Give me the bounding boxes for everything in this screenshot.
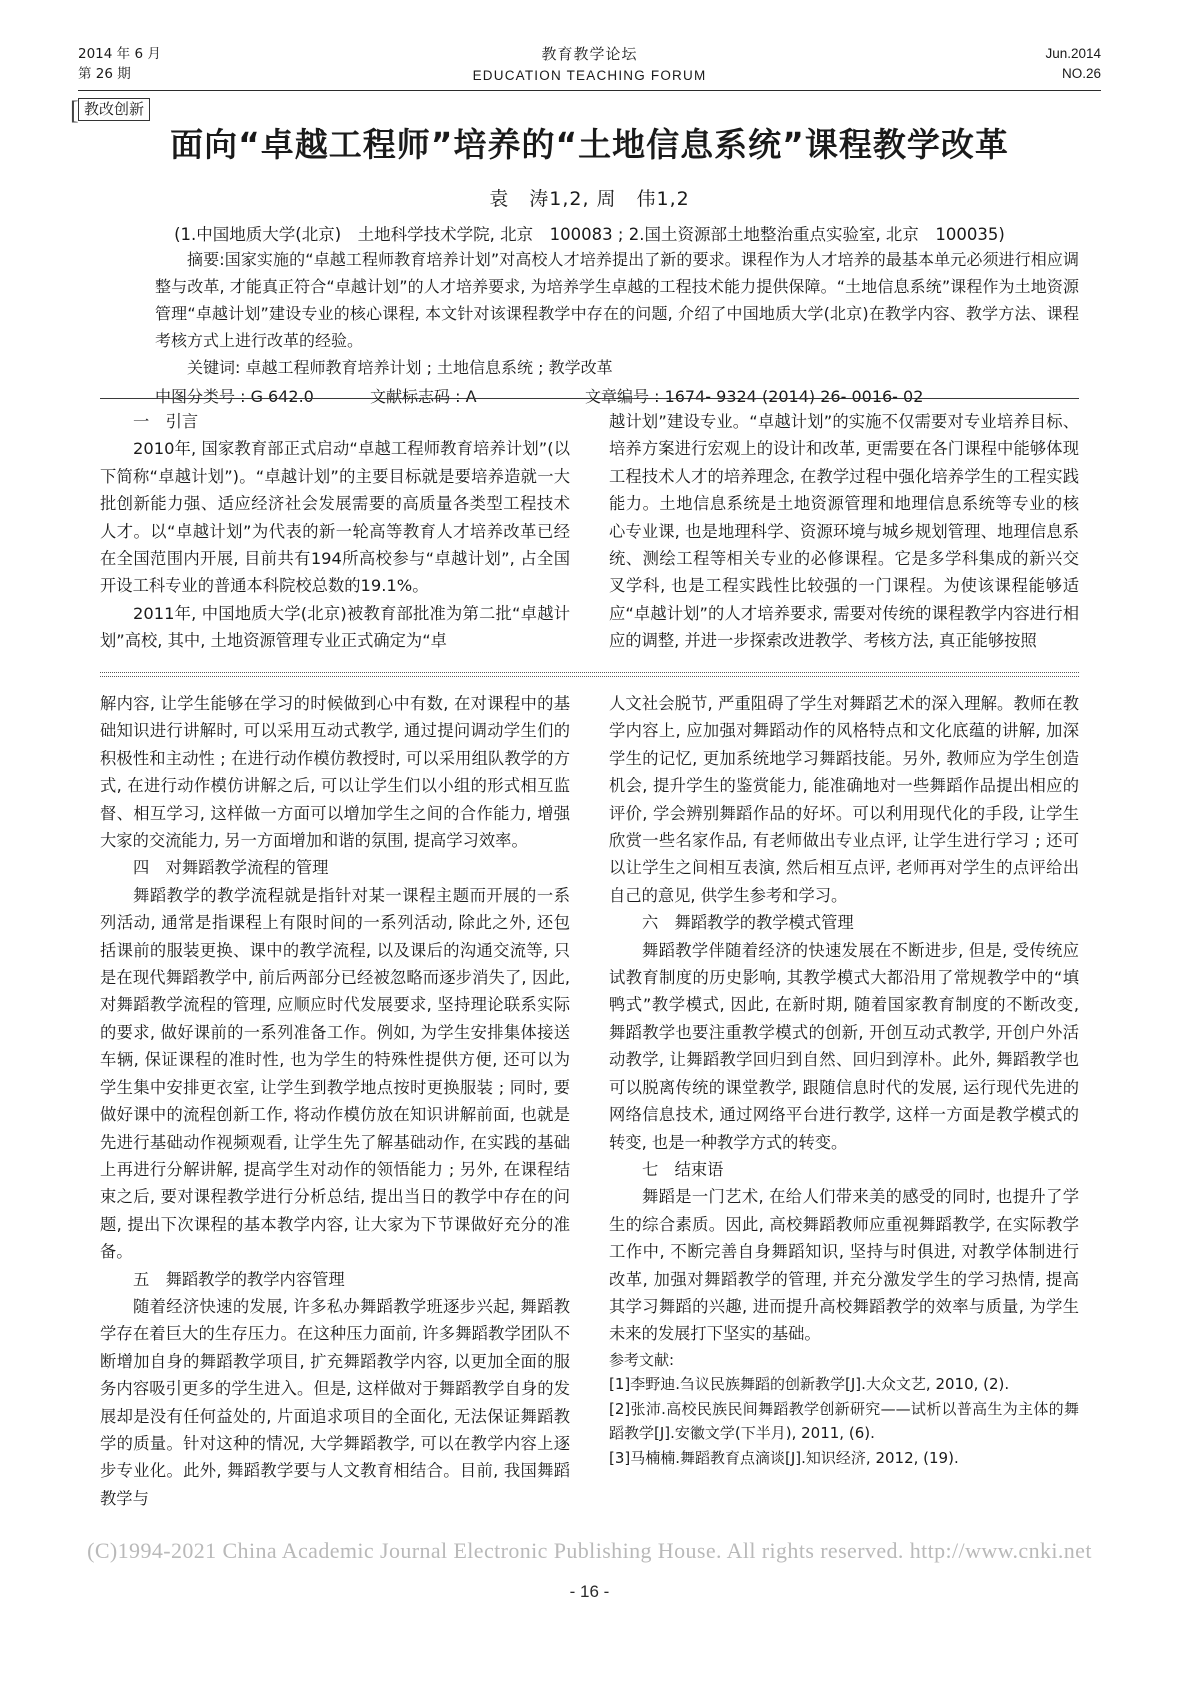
paragraph: 随着经济快速的发展, 许多私办舞蹈教学班逐步兴起, 舞蹈教学存在着巨大的生存压力。在这种压力面前, 许多舞蹈教学团队不断增加自身的舞蹈教学项目, 扩充舞蹈教学内容, 以更加全面的服务内容吸引更多的学生进入。但是, 这样做对于舞蹈教学自身的发展却是没有任何益处的, 片面追求项目的全面化, 无法保证舞蹈教学的质量。针对这种的情况, 大学舞蹈教学, 可以在教学内容上逐步专业化。此外, 舞蹈教学要与人文教育相结合。目前, 我国舞蹈教学与 [100, 1296, 570, 1508]
references-block [609, 1348, 1079, 1471]
section-heading-seven: 七 结束语 [642, 1159, 724, 1179]
article-id: 文章编号 : 1674- 9324 (2014) 26- 0016- 02 [585, 387, 924, 406]
journal-name-cn: 教育教学论坛 [541, 45, 638, 63]
paragraph: 解内容, 让学生能够在学习的时候做到心中有数, 在对课程中的基础知识进行讲解时, 可以采用互动式教学, 通过提问调动学生们的积极性和主动性 ; 在进行动作模仿教授时, 可以采用组队教学的方式, 在进行动作模仿讲解之后, 可以让学生们以小组的形式相互监督、相互学习, 这样做一方面可以增加学生之间的合作能力, 增强大家的交流能力, 另一方面增加和谐的氛围, 提高学习效率。 [100, 694, 570, 851]
abstract-rule [100, 398, 1079, 399]
header-rule [78, 90, 1101, 91]
paragraph: 舞蹈教学伴随着经济的快速发展在不断进步, 但是, 受传统应试教育制度的历史影响, 其教学模式大都沿用了常规教学中的“填鸭式”教学模式, 因此, 在新时期, 随着国家教育制度的不断改变, 舞蹈教学也要注重教学模式的创新, 开创互动式教学, 开创户外活动教学, 让舞蹈教学回归到自然、回归到淳朴。此外, 舞蹈教学也可以脱离传统的课堂教学, 跟随信息时代的发展, 运行现代先进的网络信息技术, 通过网络平台进行教学, 这样一方面是教学模式的转变, 也是一种教学方式的转变。 [609, 940, 1079, 1152]
cnki-watermark: (C)1994-2021 China Academic Journal Electronic Publishing House. All rights reserved. http://www.cnki.net [87, 1538, 1092, 1563]
paragraph: 舞蹈是一门艺术, 在给人们带来美的感受的同时, 也提升了学生的综合素质。因此, 高校舞蹈教师应重视舞蹈教学, 在实际教学工作中, 不断完善自身舞蹈知识, 坚持与时俱进, 对教学体制进行改革, 加强对舞蹈教学的管理, 并充分激发学生的学习热情, 提高其学习舞蹈的兴趣, 进而提升高校舞蹈教学的效率与质量, 为学生未来的发展打下坚实的基础。 [609, 1187, 1079, 1344]
issue-date-en-block [1045, 44, 1101, 84]
metadata-line [155, 383, 1079, 410]
section-heading-six: 六 舞蹈教学的教学模式管理 [642, 913, 854, 933]
paragraph: 2011年, 中国地质大学(北京)被教育部批准为第二批“卓越计划”高校, 其中, 土地资源管理专业正式确定为“卓 [100, 603, 570, 651]
author-list: 袁 涛1,2, 周 伟1,2 [489, 188, 690, 210]
body-upper [100, 408, 1079, 660]
section-heading-intro: 一 引言 [133, 412, 199, 431]
page-number: - 16 - [569, 1582, 610, 1601]
journal-name-block [78, 44, 1101, 86]
section-divider-dotted [100, 672, 1079, 673]
reference-item: [2]张沛.高校民族民间舞蹈教学创新研究——试析以普高生为主体的舞蹈教学[J].安徽文学(下半月), 2011, (6). [609, 1399, 1079, 1443]
journal-name-en: EDUCATION TEACHING FORUM [472, 68, 707, 83]
section-heading-five: 五 舞蹈教学的教学内容管理 [133, 1269, 345, 1289]
clc-number: 中图分类号 : G 642.0 [155, 387, 314, 406]
column-left-lower [100, 690, 570, 1512]
abstract-text [155, 246, 1079, 354]
references-heading: 参考文献: [609, 1350, 675, 1369]
document-code: 文献标志码 : A [370, 387, 477, 406]
title-block [70, 96, 1101, 247]
issue-number: 第 26 期 [78, 66, 131, 82]
column-right-upper [609, 408, 1079, 655]
column-left-upper [100, 408, 570, 655]
paragraph: 2010年, 国家教育部正式启动“卓越工程师教育培养计划”(以下简称“卓越计划”)。“卓越计划”的主要目标就是要培养造就一大批创新能力强、适应经济社会发展需要的高质量各类型工程技术人才。以“卓越计划”为代表的新一轮高等教育人才培养改革已经在全国范围内开展, 目前共有194所高校参与“卓越计划”, 占全国开设工科专业的普通本科院校总数的19.1%。 [100, 439, 570, 596]
paragraph: 越计划”建设专业。“卓越计划”的实施不仅需要对专业培养目标、培养方案进行宏观上的设计和改革, 更需要在各门课程中能够体现工程技术人才的培养理念, 在教学过程中强化培养学生的工程实践能力。土地信息系统是土地资源管理和地理信息系统等专业的核心专业课, 也是地理科学、资源环境与城乡规划管理、地理信息系统、测绘工程等相关专业的必修课程。它是多学科集成的新兴交叉学科, 也是工程实践性比较强的一门课程。为使该课程能够适应“卓越计划”的人才培养要求, 需要对传统的课程教学内容进行相应的调整, 并进一步探索改进教学、考核方法, 真正能够按照 [609, 412, 1079, 651]
issue-date-en: Jun.2014 [1045, 46, 1101, 61]
running-head [78, 44, 1101, 90]
body-lower [100, 690, 1079, 1508]
section-heading-four: 四 对舞蹈教学流程的管理 [133, 858, 329, 878]
abstract-body: 国家实施的“卓越工程师教育培养计划”对高校人才培养提出了新的要求。课程作为人才培养的最基本单元必须进行相应调整与改革, 才能真正符合“卓越计划”的人才培养要求, 为培养学生卓越的工程技术能力提供保障。“土地信息系统”课程作为土地资源管理“卓越计划”建设专业的核心课程, 本文针对该课程教学中存在的问题, 介绍了中国地质大学(北京)在教学内容、教学方法、课程考核方式上进行改革的经验。 [155, 250, 1079, 350]
keywords: 关键词: 卓越工程师教育培养计划 ; 土地信息系统 ; 教学改革 [187, 358, 613, 377]
abstract-block [155, 246, 1079, 410]
column-right-lower [609, 690, 1079, 1470]
bracket-icon: [ [70, 96, 79, 125]
page-title: 面向“卓越工程师”培养的“土地信息系统”课程教学改革 [170, 125, 1009, 164]
issue-number-en: NO.26 [1061, 66, 1101, 81]
paragraph: 人文社会脱节, 严重阻碍了学生对舞蹈艺术的深入理解。教师在教学内容上, 应加强对舞蹈动作的风格特点和文化底蕴的讲解, 加深学生的记忆, 更加系统地学习舞蹈技能。另外, 教师应为学生创造机会, 提升学生的鉴赏能力, 能准确地对一些舞蹈作品提出相应的评价, 学会辨别舞蹈作品的好坏。可以利用现代化的手段, 让学生欣赏一些名家作品, 有老师做出专业点评, 让学生进行学习 ; 还可以让学生之间相互表演, 然后相互点评, 老师再对学生的点评给出自己的意见, 供学生参考和学习。 [609, 694, 1079, 905]
category-badge: 教改创新 [78, 98, 150, 121]
reference-item: [1]李野迪.刍议民族舞蹈的创新教学[J].大众文艺, 2010, (2). [609, 1375, 1010, 1394]
affiliation: (1.中国地质大学(北京) 土地科学技术学院, 北京 100083 ; 2.国土资源部土地整治重点实验室, 北京 100035) [174, 225, 1005, 244]
abstract-label: 摘要: [187, 250, 225, 269]
issue-date: 2014 年 6 月 [78, 46, 161, 62]
section-divider-dotted-2 [100, 676, 1079, 677]
reference-item: [3]马楠楠.舞蹈教育点滴谈[J].知识经济, 2012, (19). [609, 1448, 959, 1467]
paragraph: 舞蹈教学的教学流程就是指针对某一课程主题而开展的一系列活动, 通常是指课程上有限时间的一系列活动, 除此之外, 还包括课前的服装更换、课中的教学流程, 以及课后的沟通交流等, 只是在现代舞蹈教学中, 前后两部分已经被忽略而逐步消失了, 因此, 对舞蹈教学流程的管理, 应顺应时代发展要求, 坚持理论联系实际的要求, 做好课前的一系列准备工作。例如, 为学生安排集体接送车辆, 保证课程的准时性, 也为学生的特殊性提供方便, 还可以为学生集中安排更衣室, 让学生到教学地点按时更换服装 ; 同时, 要做好课中的流程创新工作, 将动作模仿放在知识讲解前面, 也就是先进行基础动作视频观看, 让学生先了解基础动作, 在实践的基础上再进行分解讲解, 提高学生对动作的领悟能力 ; 另外, 在课程结束之后, 要对课程教学进行分析总结, 提出当日的教学中存在的问题, 提出下次课程的基本教学内容, 让大家为下节课做好充分的准备。 [100, 885, 570, 1262]
